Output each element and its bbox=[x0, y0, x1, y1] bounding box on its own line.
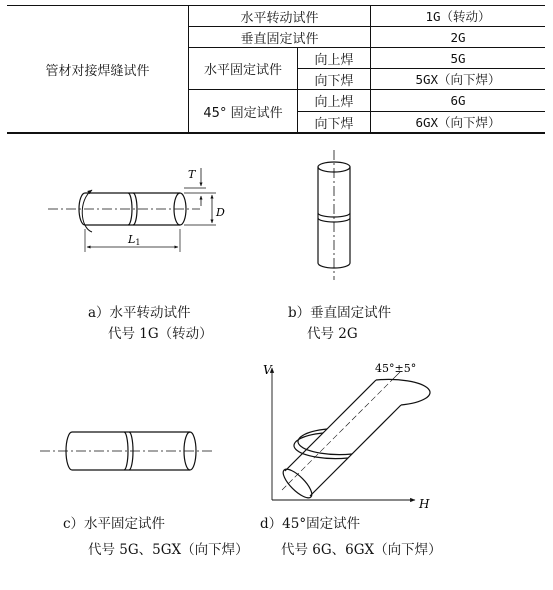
table-cell-type: 垂直固定试件 bbox=[240, 31, 319, 47]
table-cell-type: 45° 固定试件 bbox=[203, 105, 283, 121]
axis-label-v: V bbox=[263, 363, 272, 377]
label-T: T bbox=[188, 168, 196, 181]
code-c: 代号 5G、5GX（向下焊） bbox=[88, 542, 249, 558]
code-d: 代号 6G、6GX（向下焊） bbox=[281, 542, 442, 558]
code-b: 代号 2G bbox=[307, 326, 358, 342]
code-a: 代号 1G（转动） bbox=[108, 326, 213, 342]
table-group-label: 管材对接焊缝试件 bbox=[45, 63, 150, 79]
figure-d-45-degree-pipe bbox=[272, 368, 430, 502]
table-cell-direction: 向下焊 bbox=[314, 73, 354, 89]
figure-b-vertical-fixed-pipe bbox=[318, 150, 350, 280]
angle-label: 45°±5° bbox=[375, 362, 417, 375]
axis-label-h: H bbox=[419, 497, 430, 511]
table-cell-direction: 向上焊 bbox=[314, 52, 354, 68]
caption-b: b）垂直固定试件 bbox=[288, 305, 392, 321]
table-cell-code: 5G bbox=[450, 50, 466, 66]
caption-a: a）水平转动试件 bbox=[88, 305, 191, 321]
caption-c: c）水平固定试件 bbox=[63, 516, 166, 532]
table-cell-code: 1G（转动） bbox=[425, 9, 491, 24]
table-cell-type: 水平转动试件 bbox=[240, 10, 319, 26]
table-cell-code: 6GX（向下焊） bbox=[415, 115, 501, 130]
table-cell-code: 5GX（向下焊） bbox=[415, 72, 501, 87]
table-cell-code: 6G bbox=[450, 93, 466, 108]
figure-c-horizontal-fixed-pipe bbox=[40, 432, 215, 470]
table-cell-direction: 向上焊 bbox=[314, 95, 354, 110]
table-cell-type: 水平固定试件 bbox=[203, 63, 282, 78]
label-L1: L1 bbox=[128, 233, 141, 247]
label-D: D bbox=[216, 206, 225, 219]
table-cell-code: 2G bbox=[450, 29, 466, 45]
table-cell-direction: 向下焊 bbox=[314, 116, 354, 132]
caption-d: d）45°固定试件 bbox=[260, 516, 361, 532]
